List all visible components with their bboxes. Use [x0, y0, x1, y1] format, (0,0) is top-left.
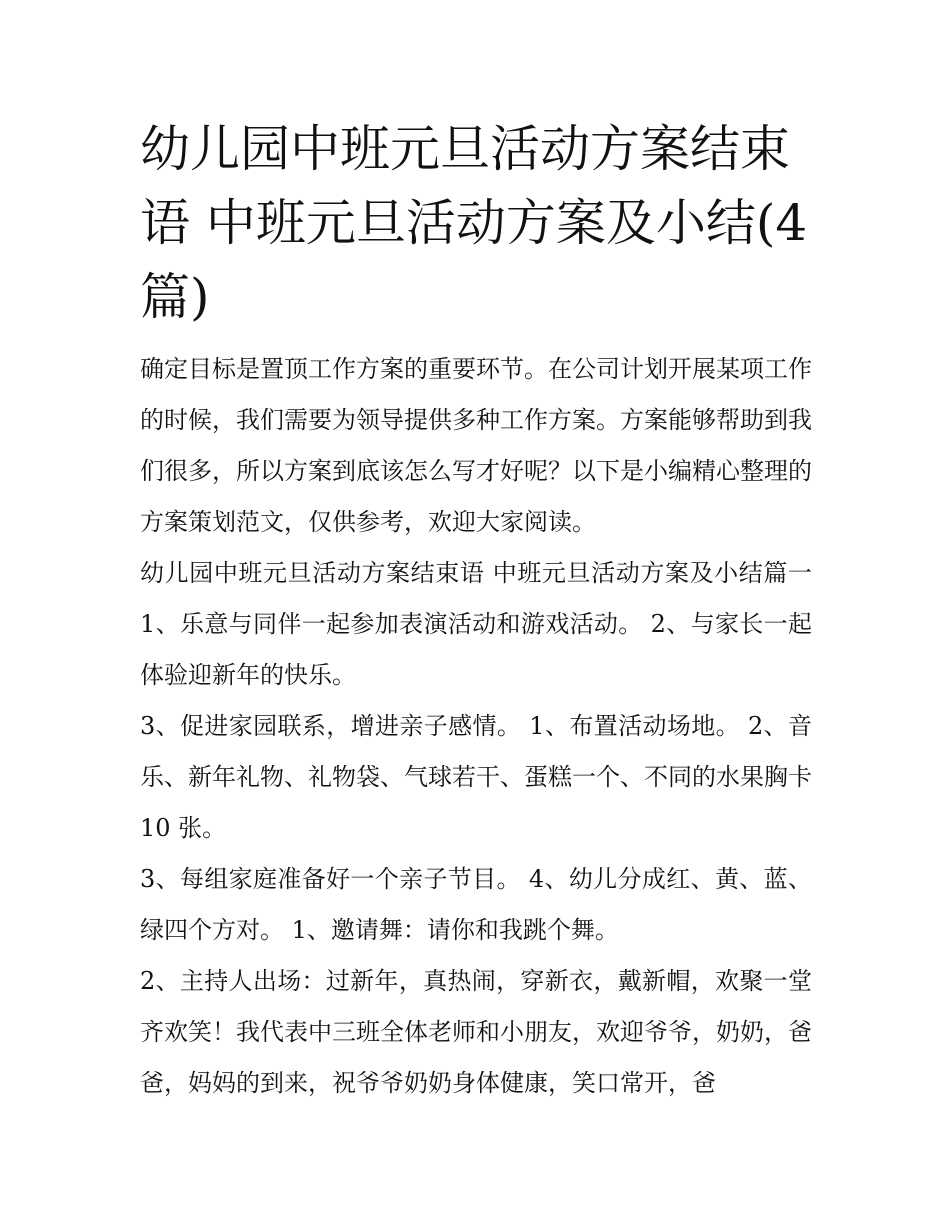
paragraph-preparation: 3、促进家园联系，增进亲子感情。 1、布置活动场地。 2、音乐、新年礼物、礼物袋、气球若干、蛋糕一个、不同的水果胸卡 10 张。 [140, 712, 812, 842]
paragraph-goals: 幼儿园中班元旦活动方案结束语 中班元旦活动方案及小结篇一 1、乐意与同伴一起参加表演活动和游戏活动。 2、与家长一起体验迎新年的快乐。 [140, 559, 812, 689]
document-body [140, 344, 812, 1109]
document-page [140, 112, 812, 1109]
document-title: 幼儿园中班元旦活动方案结束语 中班元旦活动方案及小结(4篇) [140, 120, 808, 326]
paragraph-intro: 确定目标是置顶工作方案的重要环节。在公司计划开展某项工作的时候，我们需要为领导提供多种工作方案。方案能够帮助到我们很多，所以方案到底该怎么写才好呢？以下是小编精心整理的方案策划范文，仅供参考，欢迎大家阅读。 [140, 355, 812, 536]
paragraph-host: 2、主持人出场：过新年，真热闹，穿新衣，戴新帽，欢聚一堂齐欢笑！我代表中三班全体老师和小朋友，欢迎爷爷，奶奶，爸爸，妈妈的到来，祝爷爷奶奶身体健康，笑口常开，爸 [140, 967, 812, 1097]
paragraph-groups: 3、每组家庭准备好一个亲子节目。 4、幼儿分成红、黄、蓝、绿四个方对。 1、邀请舞：请你和我跳个舞。 [140, 865, 812, 944]
